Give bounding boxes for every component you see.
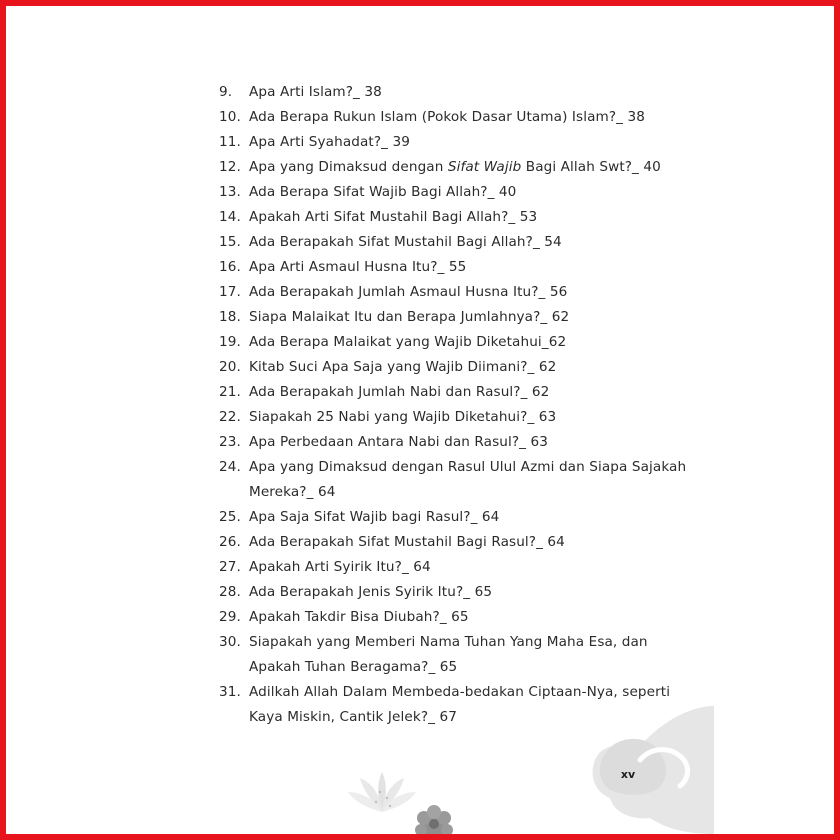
toc-entry-number: 9. bbox=[219, 84, 233, 100]
toc-entry-title bbox=[249, 430, 635, 455]
toc-entry-number: 29. bbox=[219, 609, 241, 625]
toc-entry-title bbox=[249, 305, 635, 330]
toc-entry bbox=[219, 405, 635, 430]
toc-entry-title bbox=[249, 605, 635, 630]
toc-entry-line: Apakah Takdir Bisa Diubah?_ 65 bbox=[249, 609, 469, 625]
toc-entry-line: Siapakah 25 Nabi yang Wajib Diketahui?_ 63 bbox=[249, 409, 557, 425]
toc-entry bbox=[219, 180, 635, 205]
toc-entry bbox=[219, 130, 635, 155]
toc-entry-title bbox=[249, 280, 635, 305]
toc-entry bbox=[219, 155, 661, 180]
toc-entry bbox=[219, 305, 635, 330]
toc-entry-title bbox=[249, 580, 635, 605]
toc-entry bbox=[219, 580, 635, 605]
toc-entry-title bbox=[249, 80, 635, 105]
toc-entry bbox=[219, 505, 635, 530]
toc-entry-number: 10. bbox=[219, 109, 241, 125]
toc-entry-title bbox=[249, 205, 635, 230]
toc-entry-number: 25. bbox=[219, 509, 241, 525]
toc-entry-number: 22. bbox=[219, 409, 241, 425]
toc-entry bbox=[219, 430, 635, 455]
toc-entry-number: 20. bbox=[219, 359, 241, 375]
toc-entry bbox=[219, 680, 671, 730]
page-number: xv bbox=[620, 768, 636, 781]
toc-entry-title bbox=[249, 155, 661, 180]
toc-entry-title bbox=[249, 130, 635, 155]
toc-entry-line: Mereka?_ 64 bbox=[249, 484, 336, 500]
toc-entry-number: 11. bbox=[219, 134, 241, 150]
toc-entry-title bbox=[249, 555, 635, 580]
toc-entry bbox=[219, 555, 635, 580]
toc-entry-number: 16. bbox=[219, 259, 241, 275]
toc-entry-number: 26. bbox=[219, 534, 241, 550]
toc-entry-line: Apa Arti Syahadat?_ 39 bbox=[249, 134, 410, 150]
toc-entry-line: Ada Berapakah Jumlah Nabi dan Rasul?_ 62 bbox=[249, 384, 550, 400]
toc-entry-number: 19. bbox=[219, 334, 241, 350]
toc-entry-number: 13. bbox=[219, 184, 241, 200]
toc-entry-line: Kitab Suci Apa Saja yang Wajib Diimani?_ 62 bbox=[249, 359, 557, 375]
toc-entry-title bbox=[249, 530, 635, 555]
toc-entry-title bbox=[249, 255, 635, 280]
toc-entry-line: Apa Perbedaan Antara Nabi dan Rasul?_ 63 bbox=[249, 434, 548, 450]
toc-entry-title bbox=[249, 380, 635, 405]
toc-entry-number: 21. bbox=[219, 384, 241, 400]
toc-entry bbox=[219, 380, 635, 405]
toc-entry-line: Apa Arti Islam?_ 38 bbox=[249, 84, 382, 100]
toc-entry-line: Apakah Arti Sifat Mustahil Bagi Allah?_ 53 bbox=[249, 209, 538, 225]
toc-entry-title bbox=[249, 230, 635, 255]
toc-entry bbox=[219, 605, 635, 630]
toc-entry-number: 30. bbox=[219, 634, 241, 650]
toc-entry-number: 15. bbox=[219, 234, 241, 250]
flower-decoration bbox=[348, 772, 416, 812]
toc-entry bbox=[219, 330, 635, 355]
toc-entry bbox=[219, 255, 635, 280]
toc-entry-number: 23. bbox=[219, 434, 241, 450]
toc-entry-title bbox=[249, 105, 645, 130]
toc-entry bbox=[219, 280, 635, 305]
toc-entry-number: 28. bbox=[219, 584, 241, 600]
toc-entry-number: 24. bbox=[219, 459, 241, 475]
toc-entry-title bbox=[249, 355, 635, 380]
toc-entry-title bbox=[249, 505, 635, 530]
toc-entry-title bbox=[249, 330, 635, 355]
toc-entry bbox=[219, 455, 687, 505]
toc-entry-line: Ada Berapa Malaikat yang Wajib Diketahui_62 bbox=[249, 334, 567, 350]
toc-entry-line: Ada Berapakah Jenis Syirik Itu?_ 65 bbox=[249, 584, 493, 600]
toc-entry-title bbox=[249, 630, 648, 680]
toc-entry-number: 18. bbox=[219, 309, 241, 325]
toc-entry-line: Ada Berapa Sifat Wajib Bagi Allah?_ 40 bbox=[249, 184, 517, 200]
toc-entry bbox=[219, 205, 635, 230]
toc-entry-number: 17. bbox=[219, 284, 241, 300]
toc-entry-line: Apa yang Dimaksud dengan Sifat Wajib Bagi Allah Swt?_ 40 bbox=[249, 159, 661, 175]
toc-entry-line: Apa Saja Sifat Wajib bagi Rasul?_ 64 bbox=[249, 509, 500, 525]
toc-entry-line: Ada Berapa Rukun Islam (Pokok Dasar Utama) Islam?_ 38 bbox=[249, 109, 645, 125]
toc-entry bbox=[219, 80, 635, 105]
toc-entry-title bbox=[249, 455, 686, 505]
toc-entry-number: 31. bbox=[219, 684, 241, 700]
toc-entry-line: Siapakah yang Memberi Nama Tuhan Yang Maha Esa, dan bbox=[249, 634, 648, 650]
toc-entry-line: Siapa Malaikat Itu dan Berapa Jumlahnya?_ 62 bbox=[249, 309, 570, 325]
toc-entry bbox=[219, 355, 635, 380]
toc-entry-line: Ada Berapakah Jumlah Asmaul Husna Itu?_ 56 bbox=[249, 284, 568, 300]
toc-entry-number: 14. bbox=[219, 209, 241, 225]
toc-entry-line: Adilkah Allah Dalam Membeda-bedakan Ciptaan-Nya, seperti bbox=[249, 684, 671, 700]
toc-entry bbox=[219, 630, 648, 680]
toc-entry bbox=[219, 230, 635, 255]
toc-entry-line: Apakah Arti Syirik Itu?_ 64 bbox=[249, 559, 431, 575]
toc-entry bbox=[219, 105, 645, 130]
toc-entry-line: Apa Arti Asmaul Husna Itu?_ 55 bbox=[249, 259, 467, 275]
toc-entry-number: 27. bbox=[219, 559, 241, 575]
toc-entry-line: Ada Berapakah Sifat Mustahil Bagi Allah?_ 54 bbox=[249, 234, 562, 250]
toc-entry-title bbox=[249, 180, 635, 205]
toc-entry-number: 12. bbox=[219, 159, 241, 175]
toc-entry bbox=[219, 530, 635, 555]
toc-entry-line: Kaya Miskin, Cantik Jelek?_ 67 bbox=[249, 709, 457, 725]
toc-entry-line: Apakah Tuhan Beragama?_ 65 bbox=[249, 659, 458, 675]
table-of-contents bbox=[219, 80, 687, 730]
toc-entry-title bbox=[249, 680, 670, 730]
toc-entry-title bbox=[249, 405, 635, 430]
toc-entry-line: Ada Berapakah Sifat Mustahil Bagi Rasul?_ 64 bbox=[249, 534, 565, 550]
toc-entry-line: Apa yang Dimaksud dengan Rasul Ulul Azmi dan Siapa Sajakah bbox=[249, 459, 687, 475]
